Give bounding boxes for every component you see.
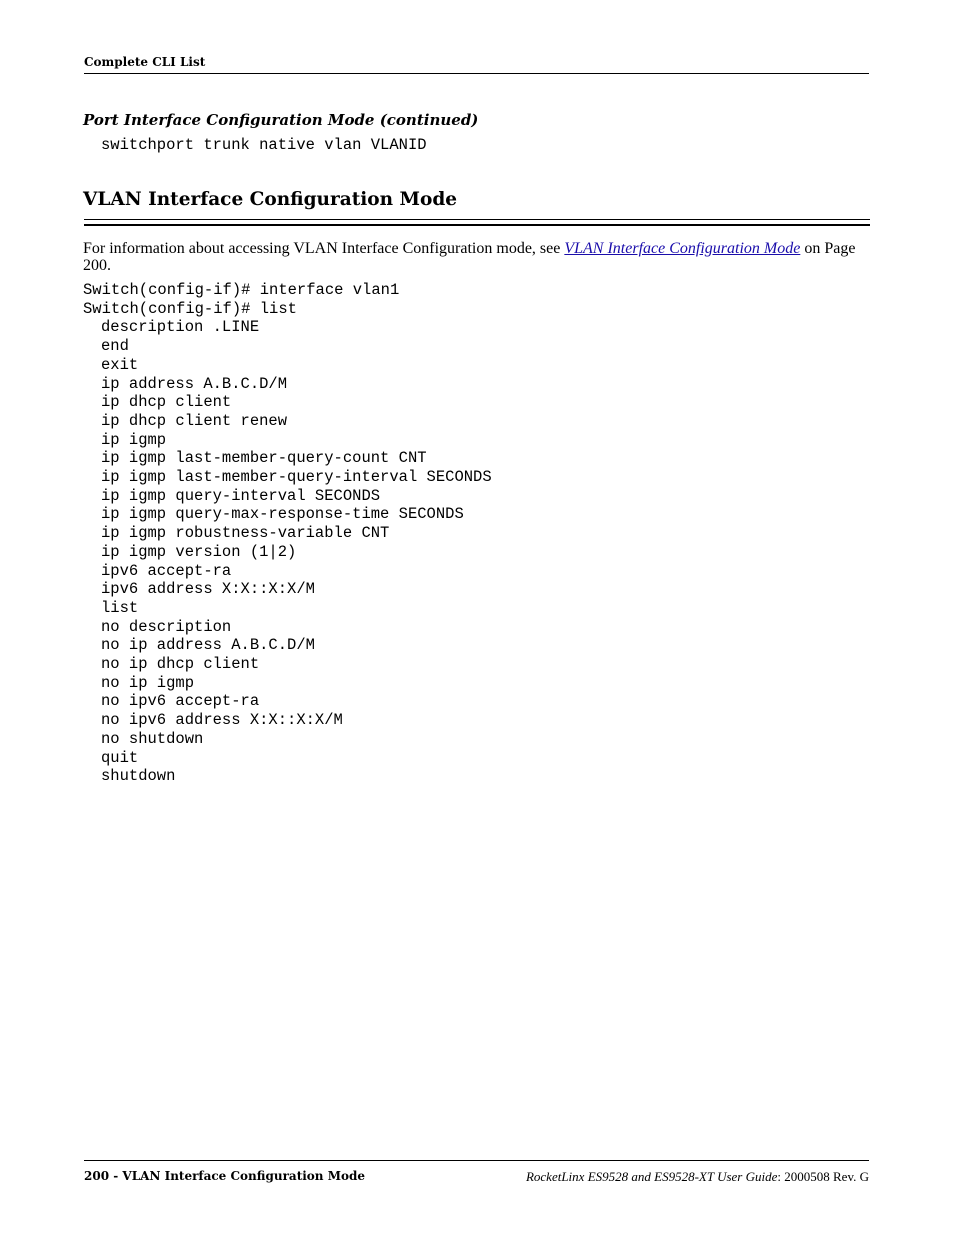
command-line: no ipv6 address X:X::X:X/M (101, 711, 343, 730)
command-line: list (101, 598, 139, 617)
command-line: no shutdown (101, 729, 204, 748)
running-head: Complete CLI List (84, 55, 206, 69)
command-line: description .LINE (101, 318, 260, 337)
section-rule-bottom (84, 224, 870, 226)
command-line: ip igmp query-max-response-time SECONDS (101, 505, 464, 524)
footer-revision: : 2000508 Rev. G (777, 1169, 869, 1184)
prompt-line: Switch(config-if)# interface vlan1 (83, 281, 400, 299)
command-line: ip igmp last-member-query-count CNT (101, 449, 427, 468)
command-line: end (101, 337, 129, 356)
command-line: no ipv6 accept-ra (101, 692, 260, 711)
intro-paragraph (83, 241, 873, 274)
command-line: exit (101, 355, 139, 374)
command-line: shutdown (101, 767, 176, 786)
command-line: ip igmp query-interval SECONDS (101, 486, 381, 505)
continued-heading: Port Interface Configuration Mode (continued) (83, 111, 479, 129)
header-rule (84, 73, 869, 74)
cli-code-block (83, 281, 492, 786)
vlan-interface-config-link[interactable]: VLAN Interface Configuration Mode (564, 240, 801, 257)
command-line: no ip dhcp client (101, 655, 260, 674)
command-line: ip igmp (101, 430, 167, 449)
command-line: ip address A.B.C.D/M (101, 374, 288, 393)
command-line: ip igmp last-member-query-interval SECONDS (101, 468, 492, 487)
section-title: VLAN Interface Configuration Mode (83, 189, 458, 210)
footer-rule (84, 1160, 869, 1161)
command-line: ip dhcp client (101, 393, 232, 412)
prompt-line: Switch(config-if)# list (83, 299, 297, 318)
command-line: no ip address A.B.C.D/M (101, 636, 315, 655)
command-line: ipv6 accept-ra (101, 561, 232, 580)
intro-text-end: on Page 200. (83, 240, 856, 274)
command-line: ip igmp version (1|2) (101, 542, 297, 561)
command-line: ipv6 address X:X::X:X/M (101, 580, 315, 599)
continued-code-line: switchport trunk native vlan VLANID (101, 136, 427, 154)
command-line: no description (101, 617, 232, 636)
section-rule-top (84, 219, 870, 220)
footer-page-title: 200 - VLAN Interface Configuration Mode (84, 1169, 366, 1183)
footer-guide-title (526, 1169, 869, 1185)
command-line: ip dhcp client renew (101, 411, 288, 430)
command-line: ip igmp robustness-variable CNT (101, 524, 390, 543)
command-line: quit (101, 748, 139, 767)
footer-guide-name: RocketLinx ES9528 and ES9528-XT User Guide (525, 1169, 778, 1184)
command-line: no ip igmp (101, 673, 195, 692)
intro-text: For information about accessing VLAN Interface Configuration mode, see (83, 240, 565, 257)
